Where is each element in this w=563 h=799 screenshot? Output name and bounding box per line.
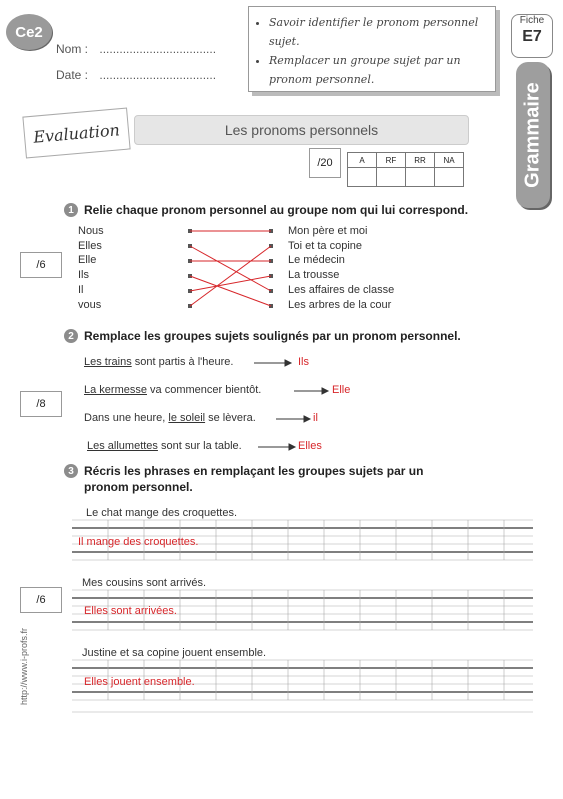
q1-score: /6 bbox=[36, 259, 46, 271]
underlined-subject: Les allumettes bbox=[87, 440, 158, 452]
question-1-number: 1 bbox=[64, 203, 78, 217]
subject-label: Grammaire bbox=[521, 82, 544, 188]
q3-sentence: Mes cousins sont arrivés. bbox=[82, 577, 207, 589]
pronoun-item: Elle bbox=[78, 254, 97, 266]
underlined-subject: le soleil bbox=[168, 412, 206, 424]
level-badge: Ce2 bbox=[6, 14, 52, 50]
question-2-instruction: Remplace les groupes sujets soulignés par un pronom personnel. bbox=[84, 329, 461, 343]
q3-sentence: Justine et sa copine jouent ensemble. bbox=[82, 647, 267, 659]
group-item: Les affaires de classe bbox=[288, 284, 395, 296]
site-url[interactable]: http://www.i-profs.fr bbox=[19, 627, 29, 705]
q2-answer[interactable]: Elle bbox=[332, 384, 351, 396]
underlined-subject: La kermesse bbox=[84, 384, 147, 396]
underlined-subject: Les trains bbox=[84, 356, 132, 368]
date-dots: ................................... bbox=[99, 68, 217, 82]
q2-answer[interactable]: Elles bbox=[298, 440, 322, 452]
name-label: Nom : bbox=[56, 42, 89, 56]
q2-score: /8 bbox=[36, 398, 46, 410]
question-2-number: 2 bbox=[64, 329, 78, 343]
q2-answer[interactable]: il bbox=[313, 412, 318, 424]
q2-answer[interactable]: Ils bbox=[298, 356, 309, 368]
group-item: Les arbres de la cour bbox=[288, 299, 392, 311]
grade-col-rf: RF bbox=[377, 153, 406, 168]
date-label: Date : bbox=[56, 68, 89, 82]
fiche-label: Fiche bbox=[519, 15, 545, 26]
q3-sentence: Le chat mange des croquettes. bbox=[86, 507, 238, 519]
name-dots: ................................... bbox=[99, 42, 217, 56]
pronoun-item: Nous bbox=[78, 225, 104, 237]
objective-item: • Savoir identifier le pronom personnel sujet. bbox=[269, 13, 487, 51]
q2-sentence: Dans une heure, le soleil se lèvera. bbox=[84, 412, 256, 424]
total-score: /20 bbox=[317, 157, 333, 169]
grade-col-na: NA bbox=[435, 153, 464, 168]
fiche-number: E7 bbox=[522, 28, 542, 45]
q3-score: /6 bbox=[36, 594, 46, 606]
group-item: La trousse bbox=[288, 269, 340, 281]
group-item: Le médecin bbox=[288, 254, 345, 266]
pronoun-item: Elles bbox=[78, 240, 102, 252]
question-3-instruction-cont: pronom personnel. bbox=[84, 480, 193, 494]
objective-item: • Remplacer un groupe sujet par un pronom personnel. bbox=[269, 51, 487, 89]
q2-sentence: La kermesse va commencer bientôt. bbox=[84, 384, 262, 396]
pronoun-item: Ils bbox=[78, 269, 89, 281]
question-3-instruction: Récris les phrases en remplaçant les groupes sujets par un bbox=[84, 464, 424, 478]
pronoun-item: vous bbox=[78, 299, 102, 311]
grade-col-a: A bbox=[348, 153, 377, 168]
q3-answer[interactable]: Elles jouent ensemble. bbox=[84, 676, 195, 688]
pronoun-item: Il bbox=[78, 284, 84, 296]
question-1-instruction: Relie chaque pronom personnel au groupe nom qui lui correspond. bbox=[84, 203, 469, 217]
page-title: Les pronoms personnels bbox=[134, 115, 469, 145]
group-item: Mon père et moi bbox=[288, 225, 368, 237]
q2-sentence: Les allumettes sont sur la table. bbox=[87, 440, 242, 452]
q2-sentence: Les trains sont partis à l'heure. bbox=[84, 356, 234, 368]
grade-col-rr: RR bbox=[406, 153, 435, 168]
q3-answer[interactable]: Il mange des croquettes. bbox=[78, 536, 199, 548]
q3-answer[interactable]: Elles sont arrivées. bbox=[84, 605, 177, 617]
group-item: Toi et ta copine bbox=[288, 240, 362, 252]
evaluation-label: Evaluation bbox=[22, 108, 130, 159]
question-3-number: 3 bbox=[64, 464, 78, 478]
